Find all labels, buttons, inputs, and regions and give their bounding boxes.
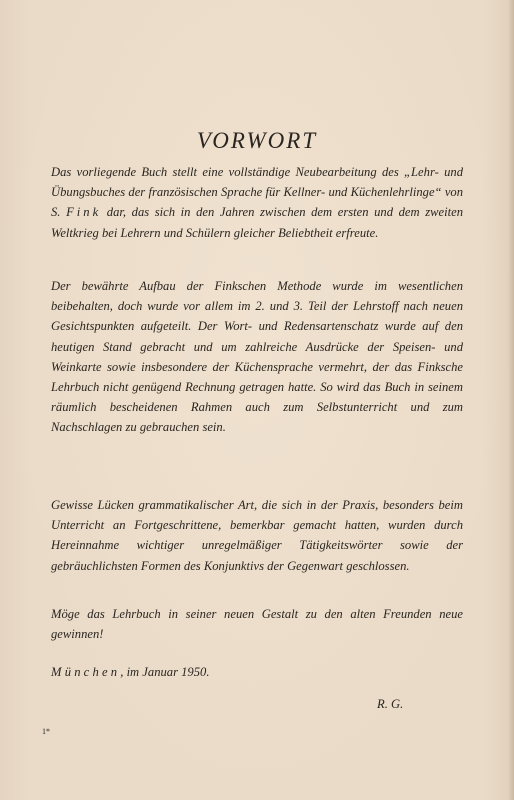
signature-initials: R. G. xyxy=(377,697,404,711)
paragraph-2: Der bewährte Aufbau der Finkschen Methode wurde im wesentlichen beibehalten, doch wurde vor allem im 2. und 3. Teil der Lehrstoff nach neuen Gesichtspunkten aufgeteilt. Der Wort- und Redensartenschatz wurde auf den heutigen Stand gebracht und um zahlreiche Ausdrücke der Speisen- und Weinkarte sowie insbesondere der Küchensprache vermehrt, der das Finksche Lehrbuch nicht genügend Rechnung getragen hatte. So wird das Buch in seinem räumlich bescheidenen Rahmen auch zum Selbstunterricht und zum Nachschlagen zu gebrauchen sein. xyxy=(51,279,463,435)
paragraph-1-after: dar, das sich in den Jahren zwischen dem ersten und dem zweiten Weltkrieg bei Lehrern und Schülern gleicher Beliebtheit erfreute. xyxy=(51,205,464,240)
place-date-line xyxy=(51,665,209,680)
signature-page-mark: 1* xyxy=(42,727,50,736)
place-name: München xyxy=(51,665,121,679)
paragraph-4: Möge das Lehrbuch in seiner neuen Gestalt zu den alten Freunden neue gewinnen! xyxy=(51,607,463,642)
author-name-fink: Fink xyxy=(66,205,102,220)
page-title: VORWORT xyxy=(196,128,318,153)
paragraph-3: Gewisse Lücken grammatikalischer Art, die sich in der Praxis, besonders beim Unterricht an Fortgeschrittene, bemerkbar gemacht hatten, wurden durch Hereinnahme wichtiger unregelmäßiger Tätigkeitswörter sowie der gebräuchlichsten Formen des Konjunktivs der Gegenwart geschlossen. xyxy=(51,498,463,573)
paragraph-1 xyxy=(51,162,463,243)
page-spine-shadow xyxy=(508,0,514,800)
date-text: , im Januar 1950. xyxy=(120,665,210,679)
paragraph-1-before: Das vorliegende Buch stellt eine vollständige Neubearbeitung des „Lehr- und Übungsbuches der französischen Sprache für Kellner- und Küchenlehrlinge“ von S. xyxy=(51,165,463,220)
